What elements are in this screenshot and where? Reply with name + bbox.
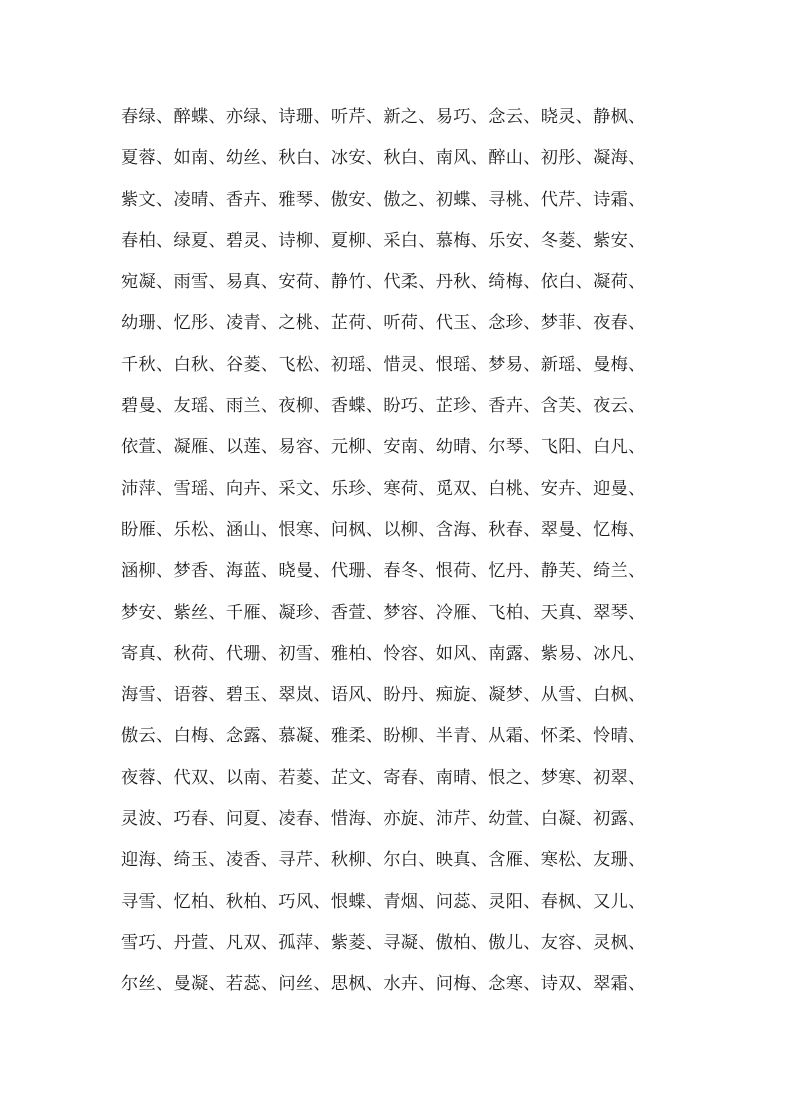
text-line: 迎海、绮玉、凌香、寻芹、秋柳、尔白、映真、含雁、寒松、友珊、 bbox=[121, 850, 646, 871]
text-line: 宛凝、雨雪、易真、安荷、静竹、代柔、丹秋、绮梅、依白、凝荷、 bbox=[121, 272, 646, 293]
text-line: 夜蓉、代双、以南、若菱、芷文、寄春、南晴、恨之、梦寒、初翠、 bbox=[121, 767, 646, 788]
text-line: 依萱、凝雁、以莲、易容、元柳、安南、幼晴、尔琴、飞阳、白凡、 bbox=[121, 437, 646, 458]
text-line: 幼珊、忆彤、凌青、之桃、芷荷、听荷、代玉、念珍、梦菲、夜春、 bbox=[121, 313, 646, 334]
text-line: 春柏、绿夏、碧灵、诗柳、夏柳、采白、慕梅、乐安、冬菱、紫安、 bbox=[121, 230, 646, 251]
text-line: 千秋、白秋、谷菱、飞松、初瑶、惜灵、恨瑶、梦易、新瑶、曼梅、 bbox=[121, 354, 646, 375]
text-line: 灵波、巧春、问夏、凌春、惜海、亦旋、沛芹、幼萱、白凝、初露、 bbox=[121, 809, 646, 830]
text-line: 海雪、语蓉、碧玉、翠岚、语风、盼丹、痴旋、凝梦、从雪、白枫、 bbox=[121, 685, 646, 706]
text-line: 紫文、凌晴、香卉、雅琴、傲安、傲之、初蝶、寻桃、代芹、诗霜、 bbox=[121, 189, 646, 210]
text-line: 雪巧、丹萱、凡双、孤萍、紫菱、寻凝、傲柏、傲儿、友容、灵枫、 bbox=[121, 932, 646, 953]
text-line: 沛萍、雪瑶、向卉、采文、乐珍、寒荷、觅双、白桃、安卉、迎曼、 bbox=[121, 478, 646, 499]
text-line: 碧曼、友瑶、雨兰、夜柳、香蝶、盼巧、芷珍、香卉、含芙、夜云、 bbox=[121, 396, 646, 417]
text-line: 涵柳、梦香、海蓝、晓曼、代珊、春冬、恨荷、忆丹、静芙、绮兰、 bbox=[121, 561, 646, 582]
text-line: 尔丝、曼凝、若蕊、问丝、思枫、水卉、问梅、念寒、诗双、翠霜、 bbox=[121, 974, 646, 995]
text-line: 寄真、秋荷、代珊、初雪、雅柏、怜容、如风、南露、紫易、冰凡、 bbox=[121, 643, 646, 664]
text-line: 盼雁、乐松、涵山、恨寒、问枫、以柳、含海、秋春、翠曼、忆梅、 bbox=[121, 519, 646, 540]
text-line: 春绿、醉蝶、亦绿、诗珊、听芹、新之、易巧、念云、晓灵、静枫、 bbox=[121, 107, 646, 127]
name-list bbox=[121, 100, 681, 1009]
text-line: 寻雪、忆柏、秋柏、巧风、恨蝶、青烟、问蕊、灵阳、春枫、又儿、 bbox=[121, 891, 646, 912]
text-line: 傲云、白梅、念露、慕凝、雅柔、盼柳、半青、从霜、怀柔、怜晴、 bbox=[121, 726, 646, 747]
text-line: 梦安、紫丝、千雁、凝珍、香萱、梦容、冷雁、飞柏、天真、翠琴、 bbox=[121, 602, 646, 623]
text-line: 夏蓉、如南、幼丝、秋白、冰安、秋白、南风、醉山、初彤、凝海、 bbox=[121, 148, 646, 169]
